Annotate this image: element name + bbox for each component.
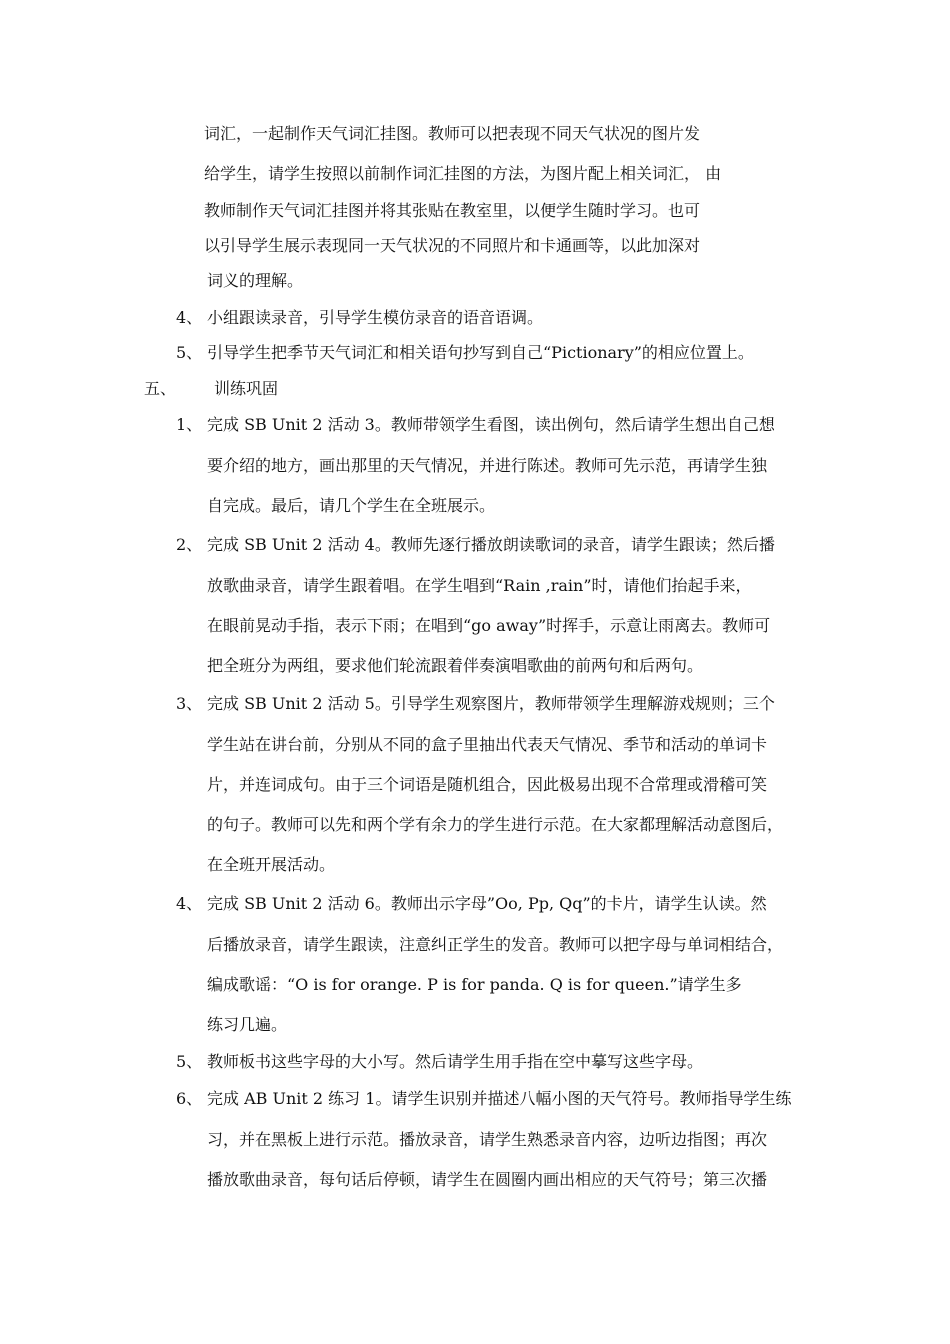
- item-number: 2、: [176, 535, 203, 554]
- text-line: 完成 SB Unit 2 活动 4。教师先逐行播放朗读歌词的录音，请学生跟读；然后播: [207, 535, 775, 554]
- section-number: 五、: [144, 379, 177, 398]
- text-line: 片，并连词成句。由于三个词语是随机组合，因此极易出现不合常理或滑稽可笑: [207, 775, 768, 794]
- text-line: 学生站在讲台前，分别从不同的盒子里抽出代表天气情况、季节和活动的单词卡: [207, 735, 768, 754]
- item-number: 4、: [176, 308, 203, 327]
- section-title: 训练巩固: [214, 379, 279, 398]
- text-line: 编成歌谣：“O is for orange. P is for panda. Q is for queen.”请学生多: [207, 975, 742, 994]
- item-number: 3、: [176, 694, 203, 713]
- text-line: 词汇，一起制作天气词汇挂图。教师可以把表现不同天气状况的图片发: [204, 124, 701, 143]
- text-line: 完成 SB Unit 2 活动 5。引导学生观察图片，教师带领学生理解游戏规则；三个: [207, 694, 775, 713]
- text-line: 放歌曲录音，请学生跟着唱。在学生唱到“Rain ,rain”时，请他们抬起手来，: [207, 576, 752, 595]
- text-line: 自完成。最后，请几个学生在全班展示。: [207, 496, 496, 515]
- text-line: 播放歌曲录音，每句话后停顿，请学生在圆圈内画出相应的天气符号；第三次播: [207, 1170, 768, 1189]
- text-line: 以引导学生展示表现同一天气状况的不同照片和卡通画等，以此加深对: [204, 236, 701, 255]
- text-line: 习，并在黑板上进行示范。播放录音，请学生熟悉录音内容，边听边指图；再次: [207, 1130, 768, 1149]
- item-number: 5、: [176, 343, 203, 362]
- text-line: 完成 SB Unit 2 活动 6。教师出示字母”Oo, Pp, Qq”的卡片，请学生认读。然: [207, 894, 767, 913]
- item-text: 小组跟读录音，引导学生模仿录音的语音语调。: [207, 308, 544, 327]
- item-number: 4、: [176, 894, 203, 913]
- item-number: 6、: [176, 1089, 203, 1108]
- text-line: 在眼前晃动手指，表示下雨；在唱到“go away”时挥手，示意让雨离去。教师可: [207, 616, 771, 635]
- text-line: 教师板书这些字母的大小写。然后请学生用手指在空中摹写这些字母。: [207, 1052, 704, 1071]
- text-line: 练习几遍。: [207, 1015, 288, 1034]
- text-line: 在全班开展活动。: [207, 855, 336, 874]
- text-line: 的句子。教师可以先和两个学有余力的学生进行示范。在大家都理解活动意图后，: [207, 815, 784, 834]
- text-line: 词义的理解。: [207, 271, 304, 290]
- text-line: 后播放录音，请学生跟读，注意纠正学生的发音。教师可以把字母与单词相结合，: [207, 935, 784, 954]
- item-text: 引导学生把季节天气词汇和相关语句抄写到自己“Pictionary”的相应位置上。: [207, 343, 754, 362]
- text-line: 完成 SB Unit 2 活动 3。教师带领学生看图，读出例句，然后请学生想出自己想: [207, 415, 775, 434]
- text-line: 教师制作天气词汇挂图并将其张贴在教室里，以便学生随时学习。也可: [204, 201, 701, 220]
- text-line: 完成 AB Unit 2 练习 1。请学生识别并描述八幅小图的天气符号。教师指导学生练: [207, 1089, 792, 1108]
- item-number: 5、: [176, 1052, 203, 1071]
- text-line: 给学生，请学生按照以前制作词汇挂图的方法，为图片配上相关词汇， 由: [204, 164, 722, 183]
- item-number: 1、: [176, 415, 203, 434]
- text-line: 要介绍的地方，画出那里的天气情况，并进行陈述。教师可先示范，再请学生独: [207, 456, 768, 475]
- text-line: 把全班分为两组，要求他们轮流跟着伴奏演唱歌曲的前两句和后两句。: [207, 656, 704, 675]
